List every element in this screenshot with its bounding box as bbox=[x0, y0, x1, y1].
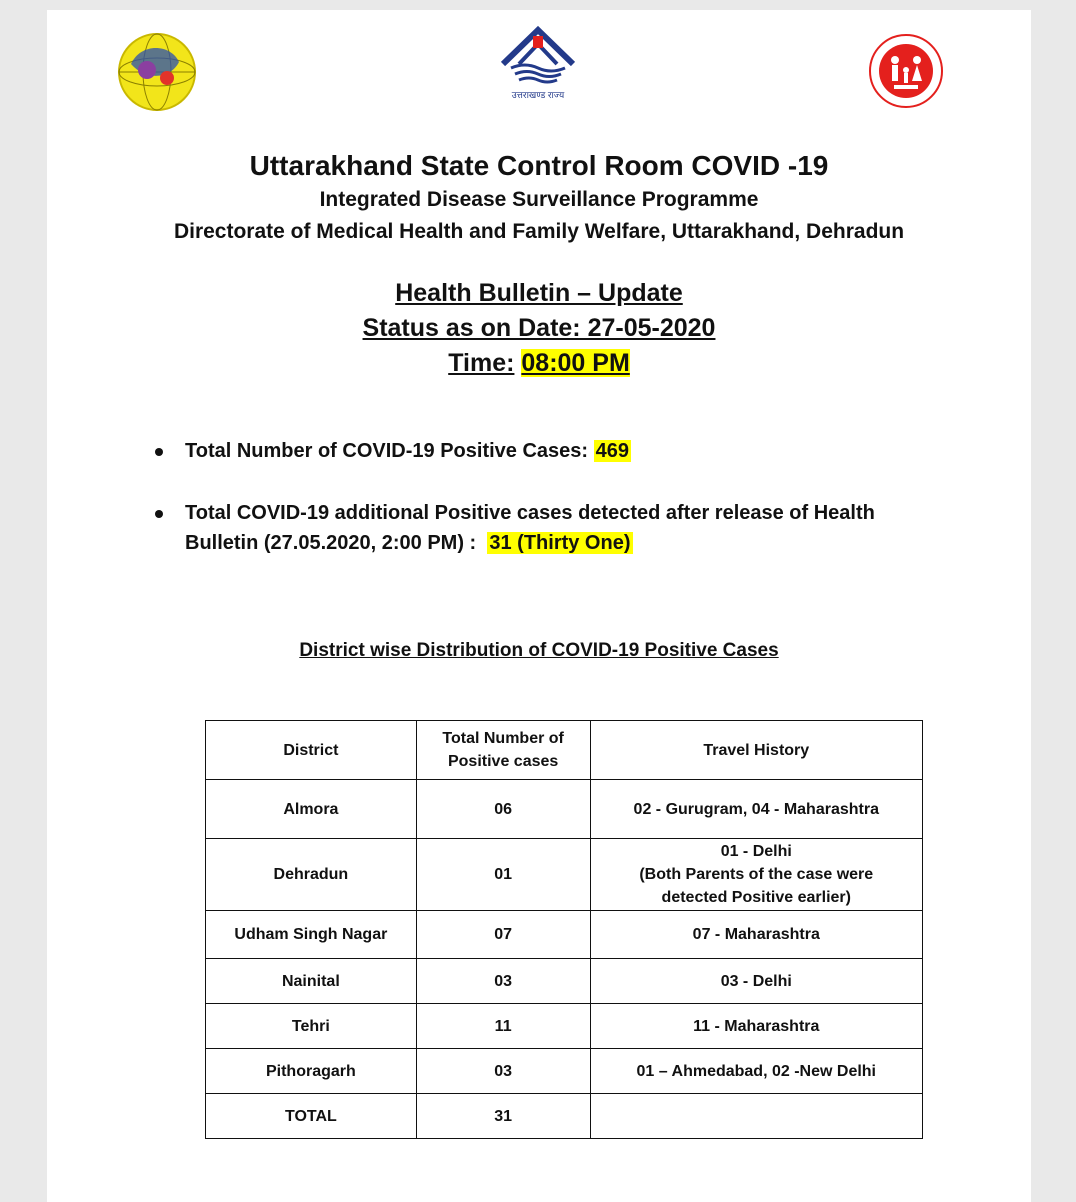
table-row bbox=[206, 1004, 923, 1049]
cell-cases: 07 bbox=[416, 911, 590, 959]
cell-travel bbox=[590, 1094, 922, 1139]
section-title: District wise Distribution of COVID-19 Positive Cases bbox=[299, 640, 779, 661]
cell-district: Tehri bbox=[206, 1004, 417, 1049]
table-row bbox=[206, 1049, 923, 1094]
bulletin-time-value: 08:00 PM bbox=[521, 349, 630, 377]
cell-district: Dehradun bbox=[206, 839, 417, 911]
page-title: Uttarakhand State Control Room COVID -19 bbox=[249, 150, 829, 181]
column-header-cases: Total Number of Positive cases bbox=[416, 721, 590, 780]
table-row bbox=[206, 959, 923, 1004]
cell-district: Nainital bbox=[206, 959, 417, 1004]
bulletin-status-date: Status as on Date: 27-05-2020 bbox=[362, 314, 716, 342]
cell-travel: 01 – Ahmedabad, 02 -New Delhi bbox=[590, 1049, 922, 1094]
cell-travel bbox=[590, 839, 922, 911]
travel-note: (Both Parents of the case were detected Positive earlier) bbox=[639, 866, 874, 906]
document-page bbox=[47, 10, 1031, 1202]
program-name: Integrated Disease Surveillance Programme bbox=[319, 188, 759, 211]
summary-bullets bbox=[151, 436, 931, 590]
cell-travel: 07 - Maharashtra bbox=[590, 911, 922, 959]
document-header bbox=[47, 148, 1031, 248]
total-cases-label: Total Number of COVID-19 Positive Cases: bbox=[185, 440, 589, 462]
cell-cases: 03 bbox=[416, 1049, 590, 1094]
district-table bbox=[205, 720, 923, 1139]
cell-cases: 06 bbox=[416, 780, 590, 839]
table-total-row bbox=[206, 1094, 923, 1139]
column-header-district: District bbox=[206, 721, 417, 780]
cell-district: TOTAL bbox=[206, 1094, 417, 1139]
bullet-icon bbox=[155, 448, 163, 456]
table-header-row bbox=[206, 721, 923, 780]
travel-line: 01 - Delhi bbox=[720, 843, 792, 860]
bulletin-heading bbox=[47, 276, 1031, 381]
additional-cases-value: 31 (Thirty One) bbox=[489, 532, 631, 554]
table-row bbox=[206, 839, 923, 911]
cell-district: Pithoragarh bbox=[206, 1049, 417, 1094]
list-item bbox=[151, 436, 931, 466]
cell-cases: 11 bbox=[416, 1004, 590, 1049]
table-row bbox=[206, 780, 923, 839]
cell-cases: 31 bbox=[416, 1094, 590, 1139]
cell-travel: 03 - Delhi bbox=[590, 959, 922, 1004]
idsp-logo bbox=[117, 32, 197, 112]
additional-cases-label: Total COVID-19 additional Positive cases detected after release of Health Bulletin (27.05.2020, 2:00 PM) : bbox=[185, 502, 875, 554]
bulletin-title: Health Bulletin – Update bbox=[395, 279, 683, 307]
cell-cases: 01 bbox=[416, 839, 590, 911]
bulletin-time-label: Time: bbox=[448, 349, 515, 377]
cell-district: Udham Singh Nagar bbox=[206, 911, 417, 959]
cell-district: Almora bbox=[206, 780, 417, 839]
cell-cases: 03 bbox=[416, 959, 590, 1004]
nhm-logo bbox=[865, 32, 947, 110]
column-header-travel: Travel History bbox=[590, 721, 922, 780]
emblem-caption: उत्तराखण्ड राज्य bbox=[511, 90, 565, 100]
uttarakhand-emblem bbox=[497, 24, 579, 104]
bullet-icon bbox=[155, 510, 163, 518]
directorate-name: Directorate of Medical Health and Family Welfare, Uttarakhand, Dehradun bbox=[173, 220, 905, 243]
list-item bbox=[151, 498, 931, 558]
total-cases-value: 469 bbox=[595, 440, 629, 462]
cell-travel: 02 - Gurugram, 04 - Maharashtra bbox=[590, 780, 922, 839]
table-row bbox=[206, 911, 923, 959]
cell-travel: 11 - Maharashtra bbox=[590, 1004, 922, 1049]
